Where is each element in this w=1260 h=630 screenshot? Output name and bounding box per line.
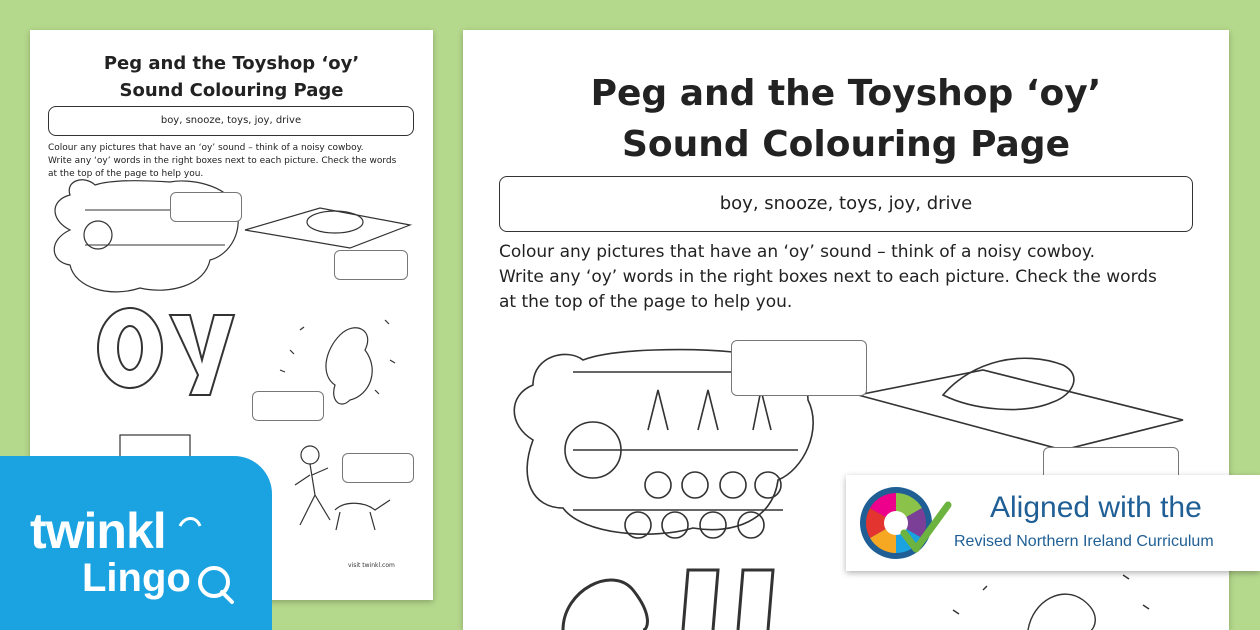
answer-box[interactable] bbox=[170, 192, 242, 222]
answer-box[interactable] bbox=[252, 391, 324, 421]
answer-box[interactable] bbox=[731, 340, 867, 396]
aperture-check-icon bbox=[846, 475, 956, 571]
twinkl-lingo-logo bbox=[0, 456, 272, 630]
word-bank-box: boy, snooze, toys, joy, drive bbox=[48, 106, 414, 136]
instructions-line-1: Colour any pictures that have an ‘oy’ sound – think of a noisy cowboy. bbox=[48, 143, 364, 153]
answer-box[interactable] bbox=[334, 250, 408, 280]
logo-subtitle: Lingo bbox=[82, 556, 191, 600]
badge-line-2: Revised Northern Ireland Curriculum bbox=[954, 533, 1214, 550]
curriculum-badge bbox=[846, 475, 1260, 571]
sleeping-parrot-illustration bbox=[858, 358, 1183, 450]
instructions-line-3: at the top of the page to help you. bbox=[499, 292, 793, 312]
title-line-2: Sound Colouring Page bbox=[119, 80, 344, 101]
sleeping-parrot-illustration bbox=[245, 208, 410, 248]
dancing-parrot-illustration bbox=[953, 575, 1149, 630]
title-line-1: Peg and the Toyshop ‘oy’ bbox=[103, 53, 360, 74]
logo-wordmark: twinkl bbox=[30, 503, 166, 559]
bubble-letters-oy bbox=[563, 570, 773, 630]
badge-arrow bbox=[816, 475, 846, 571]
badge-line-1: Aligned with the bbox=[990, 491, 1202, 524]
instructions-line-2: Write any ‘oy’ words in the right boxes next to each picture. Check the words bbox=[48, 156, 397, 166]
instructions-line-2: Write any ‘oy’ words in the right boxes next to each picture. Check the words bbox=[499, 267, 1157, 287]
title-line-2: Sound Colouring Page bbox=[622, 124, 1070, 165]
answer-box[interactable] bbox=[342, 453, 414, 483]
instructions-line-1: Colour any pictures that have an ‘oy’ sound – think of a noisy cowboy. bbox=[499, 242, 1095, 262]
title-line-1: Peg and the Toyshop ‘oy’ bbox=[590, 73, 1102, 114]
word-bank-box: boy, snooze, toys, joy, drive bbox=[499, 176, 1193, 232]
footer-link: visit twinkl.com bbox=[348, 562, 395, 569]
bubble-letters-oy bbox=[98, 308, 234, 395]
speech-bubble-icon bbox=[0, 456, 272, 630]
instructions-line-3: at the top of the page to help you. bbox=[48, 169, 204, 179]
toy-box-illustration bbox=[120, 435, 190, 457]
